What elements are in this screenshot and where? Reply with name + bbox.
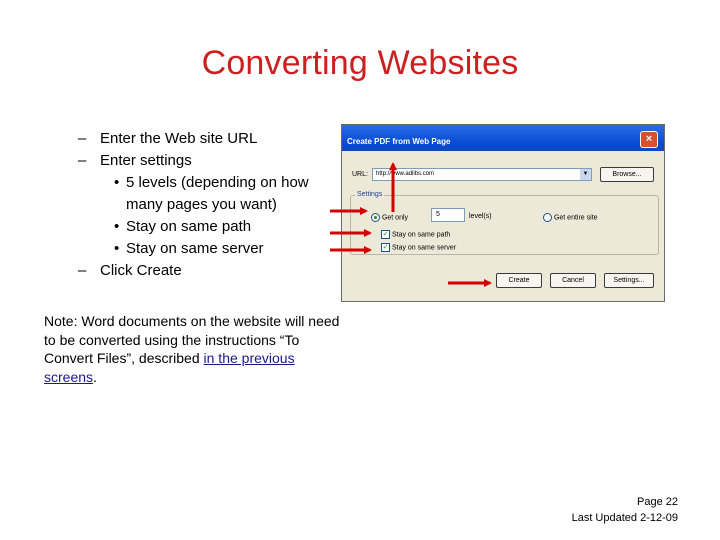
get-entire-site-option[interactable]	[543, 213, 598, 222]
dialog-titlebar	[342, 125, 664, 151]
settings-group	[350, 191, 659, 255]
last-updated: Last Updated 2-12-09	[571, 512, 678, 524]
get-only-option[interactable]	[371, 213, 408, 222]
bullet-item	[78, 260, 348, 282]
radio-selected-icon[interactable]	[371, 213, 380, 222]
bullet-marker: •	[114, 174, 120, 191]
stay-on-same-path-label: Stay on same path	[391, 231, 451, 239]
settings-group-label: Settings	[357, 191, 383, 198]
cancel-button[interactable]: Cancel	[550, 273, 596, 288]
url-input[interactable]	[372, 168, 592, 181]
bullet-text: Enter the Web site URL	[100, 130, 258, 147]
close-icon[interactable]: ×	[640, 131, 658, 148]
bullet-text: Stay on same path	[126, 218, 252, 235]
checkbox-checked-icon[interactable]: ✓	[382, 231, 389, 238]
slide-title: Converting Websites	[201, 44, 519, 82]
bullet-marker: •	[114, 218, 120, 235]
previous-screens-link[interactable]: in the previous screens	[44, 350, 295, 385]
dialog-title: Create PDF from Web Page	[347, 137, 451, 146]
url-value: http://www.adlibs.com	[376, 171, 435, 177]
page-number: Page 22	[637, 496, 678, 508]
note-body: Note: Word documents on the website will need to be converted using the instructions “To Convert Files”, described	[44, 313, 340, 366]
sub-bullet-item	[78, 238, 348, 260]
bullet-item	[78, 128, 348, 150]
get-entire-site-label: Get entire site	[553, 214, 598, 222]
bullet-text: Stay on same server	[126, 240, 264, 257]
create-button[interactable]: Create	[496, 273, 542, 288]
levels-unit-label: level(s)	[469, 213, 492, 220]
stay-on-same-server-label: Stay on same server	[391, 244, 457, 252]
chevron-down-icon[interactable]: ▼	[580, 169, 591, 180]
url-label: URL:	[352, 171, 368, 178]
bullet-text: 5 levels (depending on how many pages you want)	[126, 174, 309, 213]
bullet-marker: –	[78, 152, 87, 169]
slide-footer	[572, 494, 678, 526]
bullet-text: Enter settings	[100, 152, 192, 169]
create-pdf-dialog	[341, 124, 665, 302]
bullet-marker: •	[114, 240, 120, 257]
levels-input[interactable]: 5	[431, 208, 465, 222]
browse-button[interactable]: Browse...	[600, 167, 654, 182]
checkbox-checked-icon[interactable]: ✓	[382, 244, 389, 251]
settings-button[interactable]: Settings...	[604, 273, 654, 288]
bullet-item	[78, 150, 348, 172]
stay-on-same-server-option[interactable]	[381, 243, 456, 252]
note-period: .	[93, 368, 97, 385]
get-only-label: Get only	[381, 214, 409, 222]
bullet-list	[78, 128, 348, 282]
bullet-text: Click Create	[100, 262, 182, 279]
note-text	[44, 312, 344, 386]
bullet-marker: –	[78, 130, 87, 147]
sub-bullet-item	[78, 172, 348, 216]
bullet-marker: –	[78, 262, 87, 279]
sub-bullet-item	[78, 216, 348, 238]
radio-unselected-icon[interactable]	[543, 213, 552, 222]
stay-on-same-path-option[interactable]	[381, 230, 450, 239]
url-row	[352, 167, 658, 183]
